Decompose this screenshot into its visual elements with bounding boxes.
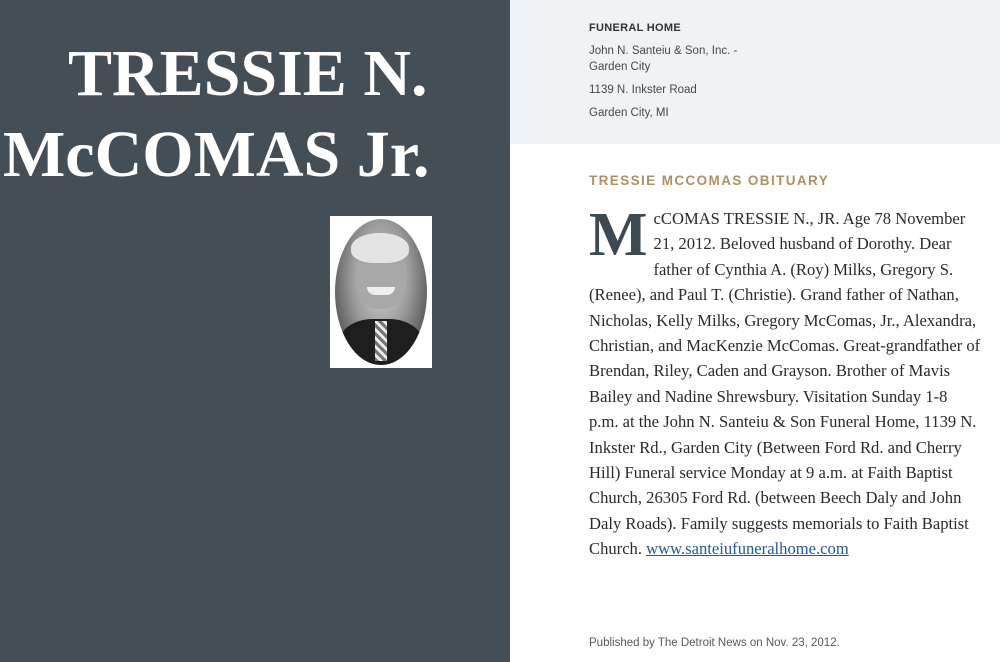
portrait-photo xyxy=(330,216,432,368)
drop-cap: M xyxy=(589,201,648,269)
deceased-name-line-2: McCOMAS Jr. xyxy=(3,118,430,191)
funeral-home-name: John N. Santeiu & Son, Inc. - Garden City xyxy=(589,45,738,73)
funeral-home-website-link[interactable]: www.santeiufuneralhome.com xyxy=(646,539,849,559)
funeral-home-city: Garden City, MI xyxy=(589,107,669,119)
funeral-home-info xyxy=(510,0,1000,144)
portrait-oval xyxy=(335,219,427,365)
deceased-name-line-1: TRESSIE N. xyxy=(68,37,428,110)
obituary-body xyxy=(589,201,981,562)
published-note: Published by The Detroit News on Nov. 23, 2012. xyxy=(589,637,840,649)
funeral-home-address: 1139 N. Inkster Road xyxy=(589,84,697,96)
funeral-home-label: FUNERAL HOME xyxy=(589,22,682,34)
obituary-text: cCOMAS TRESSIE N., JR. Age 78 November 21, 2012. Beloved husband of Dorothy. Dear father of Cynthia A. (Roy) Milks, Gregory S. (Renee), and Paul T. (Christie). Grand father of Nathan, Nicholas, Kelly Milks, Gregory McComas, Jr., Alexandra, Christian, and MacKenzie McComas. Great-grandfather of Brendan, Riley, Caden and Grayson. Brother of Mavis Bailey and Nadine Shrewsbury. Visitation Sunday 1-8 p.m. at the John N. Santeiu & Son Funeral Home, 1139 N. Inkster Rd., Garden City (Between Ford Rd. and Cherry Hill) Funeral service Monday at 9 a.m. at Faith Baptist Church, 26305 Ford Rd. (between Beech Daly and John Daly Roads). Family suggests memorials to Faith Baptist Church. xyxy=(589,209,981,559)
obituary-heading: TRESSIE MCCOMAS OBITUARY xyxy=(589,173,830,188)
